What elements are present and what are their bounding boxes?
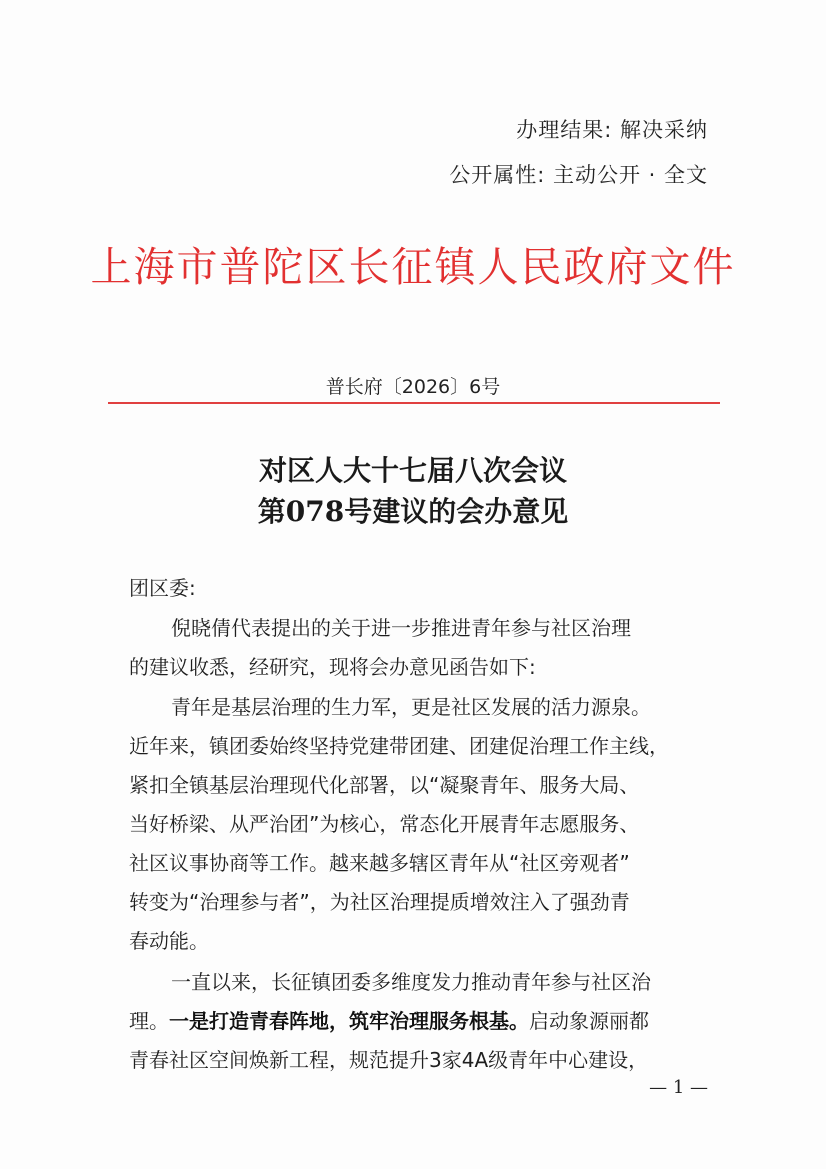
body-line: 的建议收悉，经研究，现将会办意见函告如下:: [129, 655, 536, 679]
body-line-tail: 启动象源丽都: [529, 1009, 649, 1033]
page-number: — 1 —: [649, 1077, 708, 1098]
body-line: 青年是基层治理的生力军，更是社区发展的活力源泉。: [171, 695, 651, 719]
body-line: 一直以来，长征镇团委多维度发力推动青年参与社区治: [171, 970, 651, 994]
addressee: 团区委:: [129, 576, 196, 600]
red-divider: [108, 402, 720, 404]
body-line: 转变为“治理参与者”，为社区治理提质增效注入了强劲青: [129, 890, 630, 914]
bold-heading: 一是打造青春阵地，筑牢治理服务根基。: [169, 1009, 529, 1033]
handling-result: 办理结果: 解决采纳: [516, 118, 708, 142]
body-line: 当好桥梁、从严治团”为核心，常态化开展青年志愿服务、: [129, 812, 640, 836]
body-line: 倪晓倩代表提出的关于进一步推进青年参与社区治理: [171, 616, 631, 640]
document-number: 普长府〔2026〕6号: [325, 376, 501, 398]
issuer-title: 上海市普陀区长征镇人民政府文件: [90, 243, 736, 291]
body-line: 紧扣全镇基层治理现代化部署，以“凝聚青年、服务大局、: [129, 773, 640, 797]
body-line-lead: 理。: [129, 1009, 169, 1033]
document-title-line-2: 第078号建议的会办意见: [257, 495, 569, 528]
body-line: 青春社区空间焕新工程，规范提升3家4A级青年中心建设，: [129, 1048, 649, 1072]
body-line-mixed: [129, 1005, 709, 1034]
body-line: 近年来，镇团委始终坚持党建带团建、团建促治理工作主线，: [129, 734, 669, 758]
document-title-line-1: 对区人大十七届八次会议: [258, 454, 567, 487]
disclosure-attribute: 公开属性: 主动公开 · 全文: [449, 163, 708, 187]
body-line: 春动能。: [129, 929, 209, 953]
body-line: 社区议事协商等工作。越来越多辖区青年从“社区旁观者”: [129, 851, 630, 875]
